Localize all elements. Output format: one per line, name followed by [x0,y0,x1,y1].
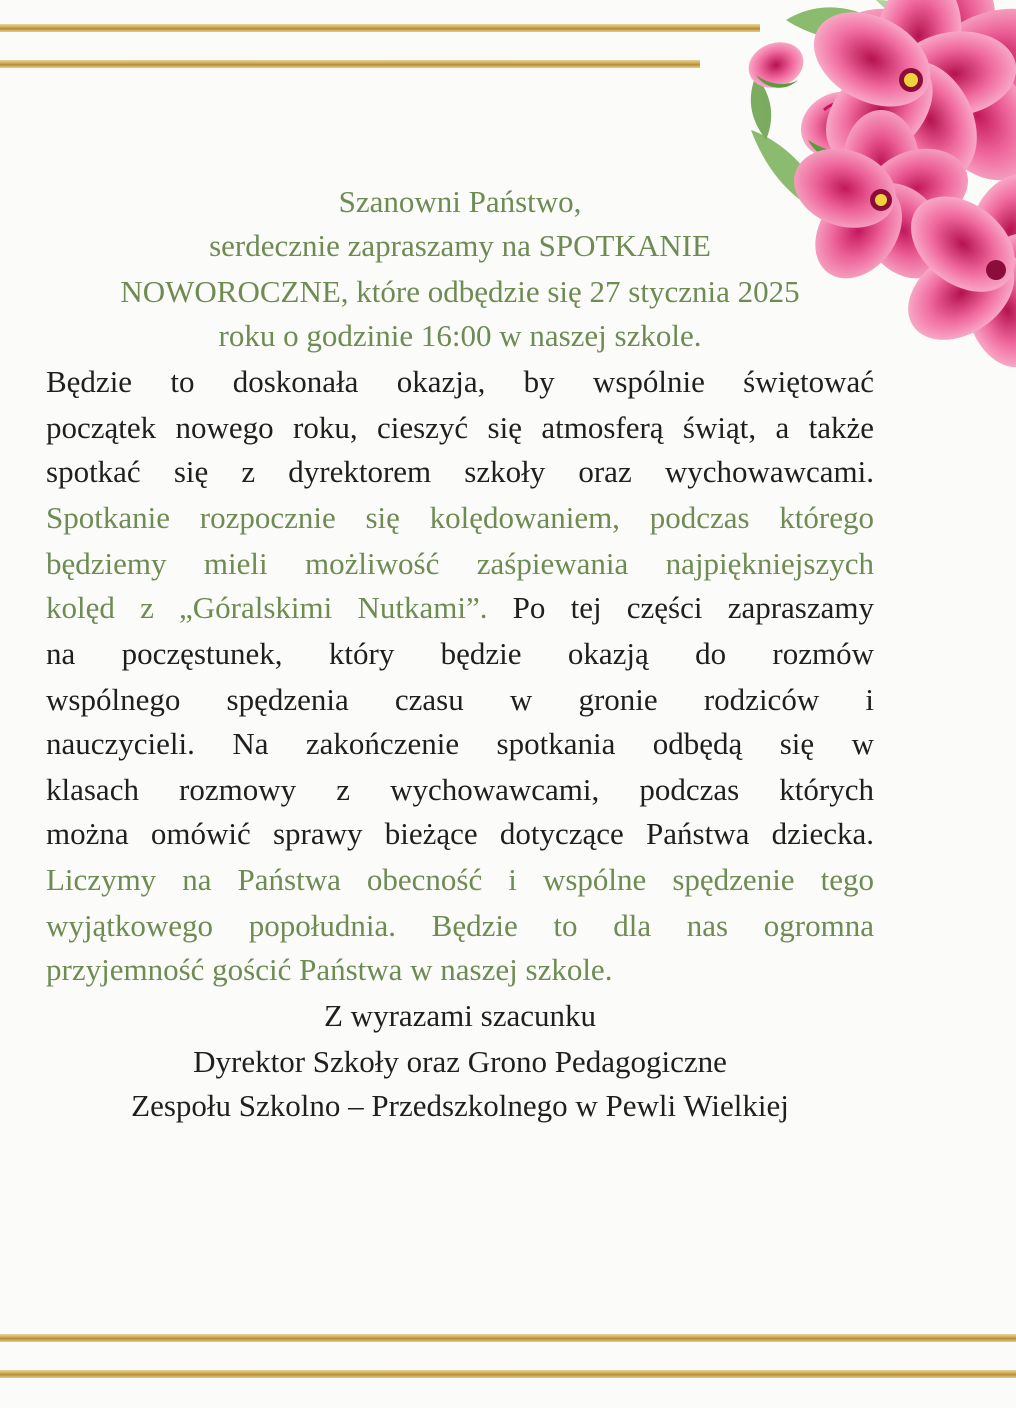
signature-line-3: Zespołu Szkolno – Przedszkolnego w Pewli Wielkiej [131,1088,789,1123]
body-line-12: Liczymy na Państwa obecność i wspólne spędzenie tego [46,862,874,897]
signature-line-2: Dyrektor Szkoły oraz Grono Pedagogiczne [193,1044,727,1079]
body-line-6-green: kolęd z „Góralskimi Nutkami”. [46,590,488,625]
rose-bud-small [742,35,810,95]
signature-line-1: Z wyrazami szacunku [324,998,596,1033]
body-line-9: nauczycieli. Na zakończenie spotkania odbędą się w [46,726,874,761]
body-line-1: Będzie to doskonała okazja, by wspólnie świętować [46,364,874,399]
body-line-2: początek nowego roku, cieszyć się atmosferą świąt, a także [46,410,874,445]
gold-stripe-bottom-second [0,1370,1016,1378]
body-line-8: wspólnego spędzenia czasu w gronie rodziców i [46,682,874,717]
gold-stripe-bottom [0,1334,1016,1342]
body-line-14: przyjemność gościć Państwa w naszej szkole. [46,952,613,987]
body-line-5: będziemy mieli możliwość zaśpiewania najpiękniejszych [46,546,874,581]
greeting-line-1: Szanowni Państwo, [338,184,582,219]
body-line-10: klasach rozmowy z wychowawcami, podczas których [46,772,874,807]
body-line-4: Spotkanie rozpocznie się kolędowaniem, podczas którego [46,500,874,535]
greeting-line-2: serdecznie zapraszamy na SPOTKANIE [209,228,711,263]
body-line-7: na poczęstunek, który będzie okazją do rozmów [46,636,874,671]
body-line-6 [46,588,874,628]
body-line-11: można omówić sprawy bieżące dotyczące Państwa dziecka. [46,816,874,851]
greeting-line-3: NOWOROCZNE, które odbędzie się 27 stycznia 2025 [120,274,800,309]
body-line-13: wyjątkowego popołudnia. Będzie to dla nas ogromna [46,908,874,943]
body-line-3: spotkać się z dyrektorem szkoły oraz wychowawcami. [46,454,874,489]
body-line-6-dark: Po tej części zapraszamy [487,590,874,625]
greeting-line-4: roku o godzinie 16:00 w naszej szkole. [218,318,702,353]
